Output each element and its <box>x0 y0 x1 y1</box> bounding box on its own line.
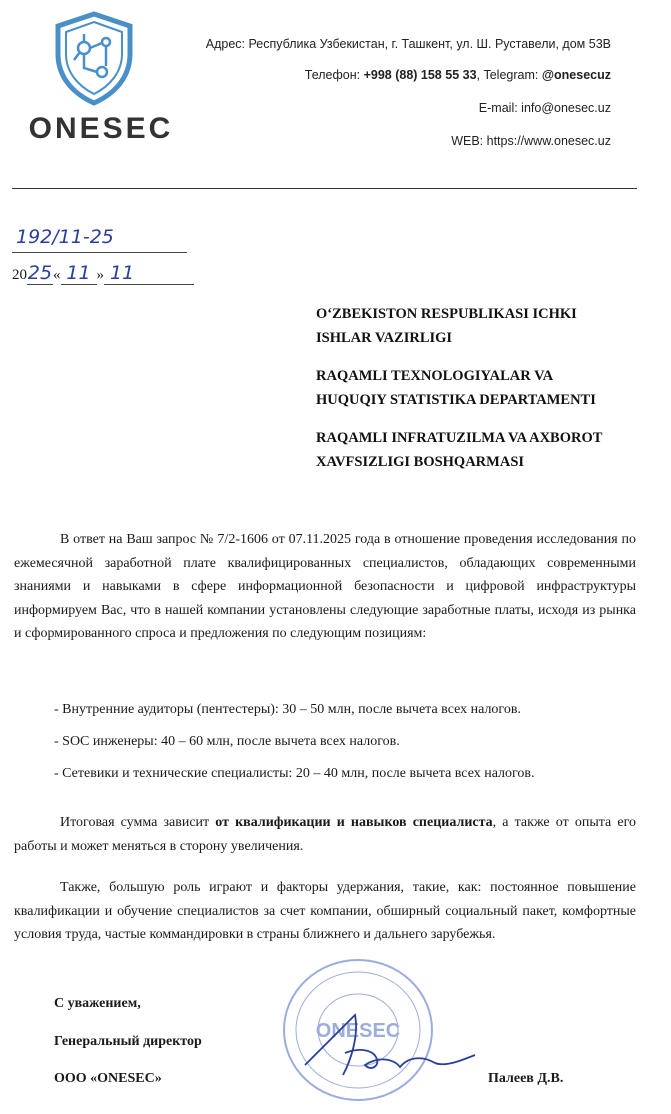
company-phone-line <box>305 68 611 82</box>
addressee-division <box>316 426 646 474</box>
retention-paragraph: Также, большую роль играют и факторы удержания, такие, как: постоянное повышение квалификации и обучение специалистов за счет компании, обширный социальный пакет, комфортные условия труда, частые коммандировки в страны ближнего и дальнего зарубежья. <box>14 880 636 942</box>
addressee-department <box>316 364 646 412</box>
onesec-shield-logo-icon <box>44 8 144 108</box>
total-paragraph <box>14 811 636 858</box>
addressee-line: HUQUQIY STATISTIKA DEPARTAMENTI <box>316 392 596 408</box>
company-website: WEB: https://www.onesec.uz <box>451 134 611 148</box>
addressee-ministry <box>316 302 646 350</box>
date-year-prefix: 20 <box>12 267 27 283</box>
company-logo-text: ONESEC <box>28 112 174 145</box>
registration-date <box>12 262 194 285</box>
total-emphasis: от квалификации и навыков специалиста <box>215 815 493 830</box>
phone-number: +998 (88) 158 55 33 <box>363 68 477 82</box>
date-close-quote: » <box>96 267 104 283</box>
handwritten-signature <box>285 1005 485 1095</box>
date-year-suffix: 25 <box>27 262 53 284</box>
date-day: 11 <box>61 262 97 285</box>
header-divider <box>12 188 637 189</box>
signer-position: Генеральный директор <box>54 1034 202 1049</box>
total-text: , а также от опыта его работы и может меняться в сторону увеличения. <box>14 815 636 854</box>
addressee-line: O‘ZBEKISTON RESPUBLIKASI ICHKI <box>316 306 577 322</box>
registration-number: 192/11-25 <box>16 226 114 248</box>
addressee-line: ISHLAR VAZIRLIGI <box>316 330 453 346</box>
company-email: E-mail: info@onesec.uz <box>478 101 611 115</box>
addressee-line: RAQAMLI TEXNOLOGIYALAR VA <box>316 368 554 384</box>
date-open-quote: « <box>53 267 61 283</box>
closing-regards: С уважением, <box>54 996 141 1011</box>
date-month: 11 <box>104 262 194 285</box>
telegram-label: , Telegram: <box>476 68 542 82</box>
addressee-line: RAQAMLI INFRATUZILMA VA AXBOROT <box>316 430 603 446</box>
signer-company: ООО «ONESEC» <box>54 1071 162 1086</box>
salary-item: - SOC инженеры: 40 – 60 млн, после вычета всех налогов. <box>54 734 400 749</box>
signer-name: Палеев Д.В. <box>488 1071 564 1086</box>
total-text: Итоговая сумма зависит <box>60 815 216 830</box>
salary-item: - Внутренние аудиторы (пентестеры): 30 – 50 млн, после вычета всех налогов. <box>54 702 521 717</box>
telegram-handle: @onesecuz <box>541 68 611 82</box>
addressee-line: XAVFSIZLIGI BOSHQARMASI <box>316 454 525 470</box>
stamp-text: ONESEC <box>315 1020 401 1042</box>
intro-paragraph: В ответ на Ваш запрос № 7/2-1606 от 07.11.2025 года в отношение проведения исследования по ежемесячной заработной плате квалифицированных специалистов, обладающих современными знаниями и навыками в сфере информационной безопасности и цифровой инфраструктуры информируем Вас, что в нашей компании установлены следующие заработные платы, исходя из рынка и сформированного спроса и предложения по следующим позициям: <box>14 532 636 641</box>
registration-number-line <box>12 226 187 253</box>
company-address: Адрес: Республика Узбекистан, г. Ташкент, ул. Ш. Руставели, дом 53В <box>205 37 611 51</box>
salary-item: - Сетевики и технические специалисты: 20 – 40 млн, после вычета всех налогов. <box>54 766 535 781</box>
phone-label: Телефон: <box>304 68 364 82</box>
